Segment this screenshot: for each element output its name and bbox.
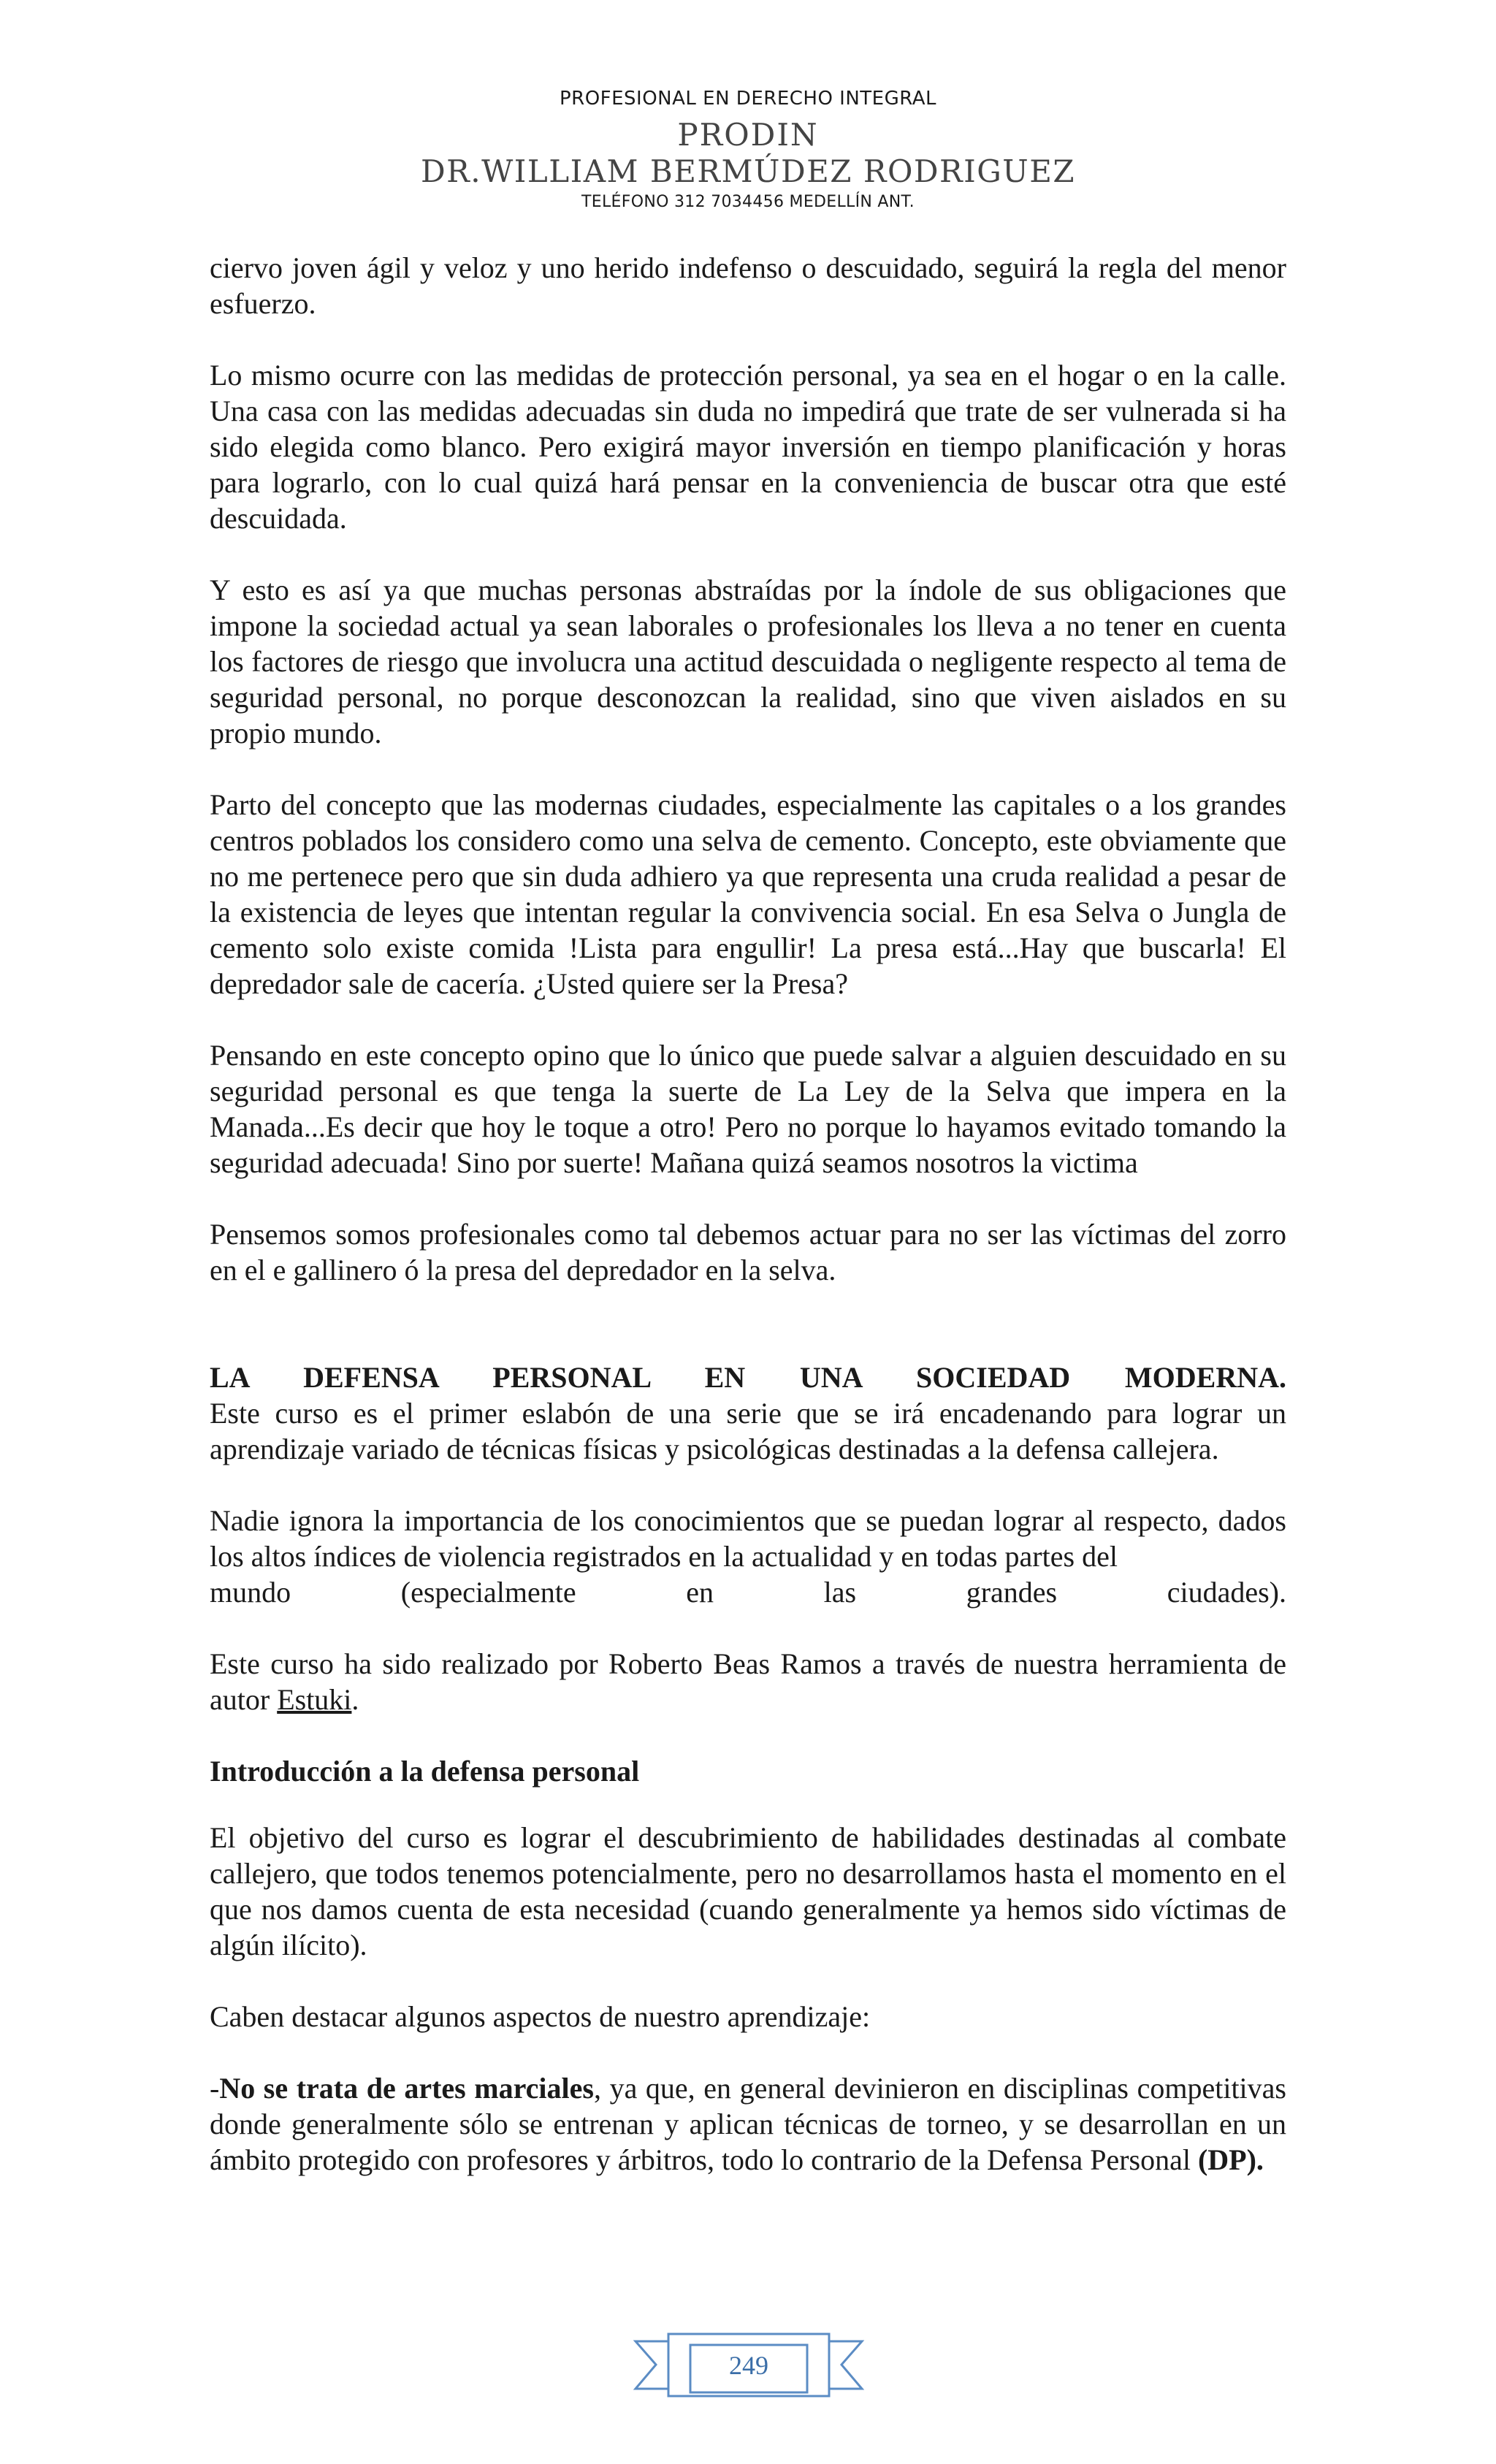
header-author: DR.WILLIAM BERMÚDEZ RODRIGUEZ: [420, 153, 1076, 189]
paragraph-9: Este curso ha sido realizado por Roberto Beas Ramos a través de nuestra herramienta de autor Estuki.: [210, 1647, 1286, 1716]
page-number: 249: [729, 2351, 768, 2380]
paragraph-11: Caben destacar algunos aspectos de nuestro aprendizaje:: [210, 2000, 871, 2033]
header-brand: PRODIN: [677, 117, 819, 153]
paragraph-1: ciervo joven ágil y veloz y uno herido indefenso o descuidado, seguirá la regla del menor esfuerzo.: [210, 251, 1286, 320]
paragraph-12: -No se trata de artes marciales, ya que, en general devinieron en disciplinas competitivas donde generalmente sólo se entrenan y aplican técnicas de torneo, y se desarrollan en un ámbito protegido con profesores y árbitros, todo lo contrario de la Defensa Personal (DP).: [210, 2072, 1286, 2176]
paragraph-5: Pensando en este concepto opino que lo único que puede salvar a alguien descuidado en su seguridad personal es que tenga la suerte de La Ley de la Selva que impera en la Manada...Es decir que hoy le toque a otro! Pero no porque lo hayamos evitado tomando la seguridad adecuada! Sino por suerte! Mañana quizá seamos nosotros la victima: [210, 1039, 1286, 1179]
paragraph-2: Lo mismo ocurre con las medidas de protección personal, ya sea en el hogar o en la calle. Una casa con las medidas adecuadas sin duda no impedirá que trate de ser vulnerada si ha sido elegida como blanco. Pero exigirá mayor inversión en tiempo planificación y horas para lograrlo, con lo cual quizá hará pensar en la conveniencia de buscar otra que esté descuidada.: [210, 359, 1286, 535]
paragraph-6: Pensemos somos profesionales como tal debemos actuar para no ser las víctimas del zorro en el e gallinero ó la presa del depredador en la selva.: [210, 1218, 1286, 1286]
paragraph-4: Parto del concepto que las modernas ciudades, especialmente las capitales o a los grandes centros poblados los considero como una selva de cemento. Concepto, este obviamente que no me pertenece pero que sin duda adhiero ya que representa una cruda realidad a pesar de la existencia de leyes que intentan regular la convivencia social. En esa Selva o Jungla de cemento solo existe comida !Lista para engullir! La presa está...Hay que buscarla! El depredador sale de cacería. ¿Usted quiere ser la Presa?: [210, 788, 1286, 1000]
paragraph-10: El objetivo del curso es lograr el descubrimiento de habilidades destinadas al combate callejero, que todos tenemos potencialmente, pero no desarrollamos hasta el momento en el que nos damos cuenta de esta necesidad (cuando generalmente ya hemos sido víctimas de algún ilícito).: [210, 1821, 1286, 1961]
page-number-ribbon: [628, 2319, 869, 2407]
header-phone: TELÉFONO 312 7034456 MEDELLÍN ANT.: [581, 193, 915, 211]
subtitle: Introducción a la defensa personal: [210, 1755, 640, 1788]
section-title: LA DEFENSA PERSONAL EN UNA SOCIEDAD MODERNA.: [210, 1361, 1286, 1394]
header-profession: PROFESIONAL EN DERECHO INTEGRAL: [559, 88, 937, 110]
paragraph-3: Y esto es así ya que muchas personas abstraídas por la índole de sus obligaciones que impone la sociedad actual ya sean laborales o profesionales los lleva a no tener en cuenta los factores de riesgo que involucra una actitud descuidada o negligente respecto al tema de seguridad personal, no porque desconozcan la realidad, sino que viven aislados en su propio mundo.: [210, 573, 1286, 750]
estuki-link[interactable]: Estuki: [277, 1683, 352, 1716]
paragraph-8b: mundo (especialmente en las grandes ciudades).: [210, 1576, 1286, 1609]
paragraph-8a: Nadie ignora la importancia de los conocimientos que se puedan lograr al respecto, dados los altos índices de violencia registrados en la actualidad y en todas partes del: [210, 1504, 1286, 1573]
paragraph-7: Este curso es el primer eslabón de una serie que se irá encadenando para lograr un aprendizaje variado de técnicas físicas y psicológicas destinadas a la defensa callejera.: [210, 1397, 1286, 1465]
document-body: [210, 250, 1286, 2213]
